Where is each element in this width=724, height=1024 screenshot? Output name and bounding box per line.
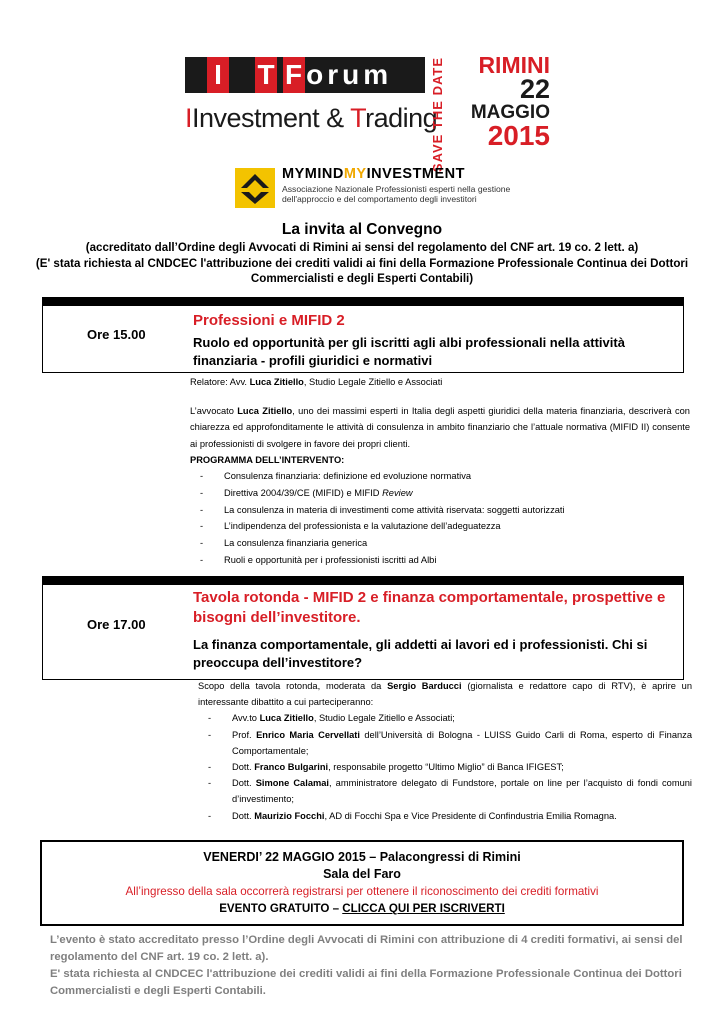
session2-top-bar <box>42 576 684 584</box>
event-month: MAGGIO <box>470 102 550 123</box>
association-description <box>282 184 542 204</box>
logo-trading-t: T <box>350 103 366 133</box>
session2-box <box>42 584 684 680</box>
programme-item-text: Direttiva 2004/39/CE (MIFID) e MIFID <box>224 487 383 498</box>
invitation-heading: La invita al Convegno <box>281 221 443 238</box>
session2-title: Tavola rotonda - MIFID 2 e finanza comportamentale, prospettive e bisogni dell’investitore. <box>193 589 666 626</box>
moderator-name: Sergio Barducci <box>387 681 462 691</box>
session1-subtitle: Ruolo ed opportunità per gli iscritti agli albi professionali nella attività finanziaria - profili giuridici e normativi <box>193 335 625 368</box>
invitation-line3: Commercialisti e degli Esperti Contabili) <box>250 272 474 285</box>
event-day: 22 <box>519 74 550 104</box>
desc-name: Luca Zitiello <box>237 406 293 417</box>
association-description-line2: dell'approccio e del comportamento degli investitori <box>282 194 477 204</box>
panelist-item: - Dott. Simone Calamai, amministratore delegato di Fundstore, portale on line per l’acquisto di fondi comuni d’investimento; <box>198 775 692 807</box>
venue-date: VENERDI’ 22 MAGGIO 2015 – Palacongressi di Rimini <box>203 850 521 864</box>
logo-trading-text: rading <box>365 103 438 133</box>
save-the-date-text: SAVE THE DATE <box>430 57 445 173</box>
panelist-name: Luca Zitiello <box>259 713 314 724</box>
session2-body <box>198 678 692 824</box>
programme-item: - Ruoli e opportunità per i professionisti iscritti ad Albi <box>190 552 690 569</box>
panelist-name: Enrico Maria Cervellati <box>256 729 360 740</box>
desc-text: , uno dei massimi esperti in Italia degli aspetti giuridici della materia finanziaria, descriverà con chiarezza ed approfonditamente le attività di consulenza in ambito finanziario che l’attuale normativa (MIFID II) consente ai professionisti di svolgere in favore dei propri clienti. <box>190 406 690 449</box>
session2-intro <box>198 678 692 710</box>
closing-notes <box>50 932 690 1000</box>
closing-line1: L’evento è stato accreditato presso l’Ordine degli Avvocati di Rimini con attribuzione di 4 crediti formativi, ai sensi del regolamento del CNF art. 19 co. 2 lett. a). <box>50 934 683 963</box>
mymind-arrows-icon <box>235 168 275 208</box>
panelist-name: Franco Bulgarini <box>254 762 329 773</box>
session1-description <box>190 403 690 452</box>
association-description-line1: Associazione Nazionale Professionisti esperti nella gestione <box>282 184 511 194</box>
invitation-line1: (accreditato dall’Ordine degli Avvocati di Rimini ai sensi del regolamento del CNF art. 19 co. 2 lett. a) <box>85 241 639 254</box>
logo-investment-i: I <box>185 103 193 133</box>
intro-prefix: Scopo della tavola rotonda, moderata da <box>198 681 388 691</box>
panel-list <box>198 710 692 823</box>
panelist-item: - Avv.to Luca Zitiello, Studio Legale Zitiello e Associati; <box>198 710 692 726</box>
logo-letter-t: T <box>255 57 277 93</box>
mymind-logo-icon <box>235 168 275 208</box>
venue-free-event <box>42 900 682 917</box>
speaker-suffix: , Studio Legale Zitiello e Associati <box>303 377 443 387</box>
association-name-part3: INVESTMENT <box>366 166 466 182</box>
panelist-item: - Dott. Maurizio Focchi, AD di Focchi Spa e Vice Presidente di Confindustria Emilia Romagna. <box>198 808 692 824</box>
session1-box <box>42 305 684 373</box>
session1-speaker <box>190 374 690 390</box>
programme-list <box>190 468 690 569</box>
session1-title: Professioni e MIFID 2 <box>193 312 345 329</box>
logo-forum-word: Forum <box>285 59 393 90</box>
invitation-block <box>20 220 704 287</box>
invitation-line2: (E' stata richiesta al CNDCEC l'attribuzione dei crediti validi ai fini della Formazione Professionale Continua dei Dottori <box>35 256 689 270</box>
logo-investment-text: Investment & <box>192 103 351 133</box>
panelist-item: - Prof. Enrico Maria Cervellati dell’Università di Bologna - LUISS Guido Carli di Roma, esperto di Finanza Comportamentale; <box>198 727 692 759</box>
session1-body <box>190 374 690 569</box>
free-event-label: EVENTO GRATUITO – <box>219 902 343 915</box>
logo-investment-trading <box>185 103 438 134</box>
programme-item: - La consulenza in materia di investimenti come attività riservata: soggetti autorizzati <box>190 502 690 519</box>
association-name <box>282 166 465 182</box>
programme-item: - L’indipendenza del professionista e la valutazione dell’adeguatezza <box>190 518 690 535</box>
logo-letter-i: I <box>207 57 229 93</box>
session2-time: Ore 17.00 <box>87 617 146 632</box>
speaker-prefix: Relatore: Avv. <box>190 377 250 387</box>
programme-item: - La consulenza finanziaria generica <box>190 535 690 552</box>
it-forum-logo <box>185 57 438 140</box>
register-link[interactable]: CLICCA QUI PER ISCRIVERTI <box>342 902 505 915</box>
session1-time: Ore 15.00 <box>87 327 146 342</box>
desc-prefix: L’avvocato <box>190 406 238 417</box>
save-the-date <box>430 57 456 173</box>
session2-subtitle: La finanza comportamentale, gli addetti ai lavori ed i professionisti. Chi si preoccupa dell’investitore? <box>193 637 648 670</box>
association-name-part1: MYMIND <box>282 166 344 182</box>
programme-item-italic: Review <box>382 487 413 498</box>
panelist-name: Maurizio Focchi <box>254 810 325 821</box>
speaker-name: Luca Zitiello <box>249 377 304 387</box>
venue-room: Sala del Faro <box>323 867 401 881</box>
event-date-block <box>460 54 550 150</box>
programme-item: - Consulenza finanziaria: definizione ed evoluzione normativa <box>190 468 690 485</box>
panelist-name: Simone Calamai <box>255 778 330 789</box>
session1-top-bar <box>42 297 684 305</box>
venue-registration-note: All’ingresso della sala occorrerà registrarsi per ottenere il riconoscimento dei crediti formativi <box>125 885 599 898</box>
venue-box <box>40 840 684 926</box>
closing-line2: E' stata richiesta al CNDCEC l'attribuzione dei crediti validi ai fini della Formazione Professionale Continua dei Dottori Commercialisti e degli Esperti Contabili. <box>50 968 682 997</box>
programme-item <box>190 485 690 502</box>
association-name-part2: MY <box>343 166 367 182</box>
panelist-item: - Dott. Franco Bulgarini, responsabile progetto “Ultimo Miglio” di Banca IFIGEST; <box>198 759 692 775</box>
event-city: RIMINI <box>478 52 550 78</box>
intro-suffix: (giornalista e redattore capo di RTV), è aprire un interessante dibattito a cui parteciperanno: <box>198 681 692 708</box>
programme-heading: PROGRAMMA DELL’INTERVENTO: <box>190 454 345 465</box>
event-year: 2015 <box>487 120 550 151</box>
